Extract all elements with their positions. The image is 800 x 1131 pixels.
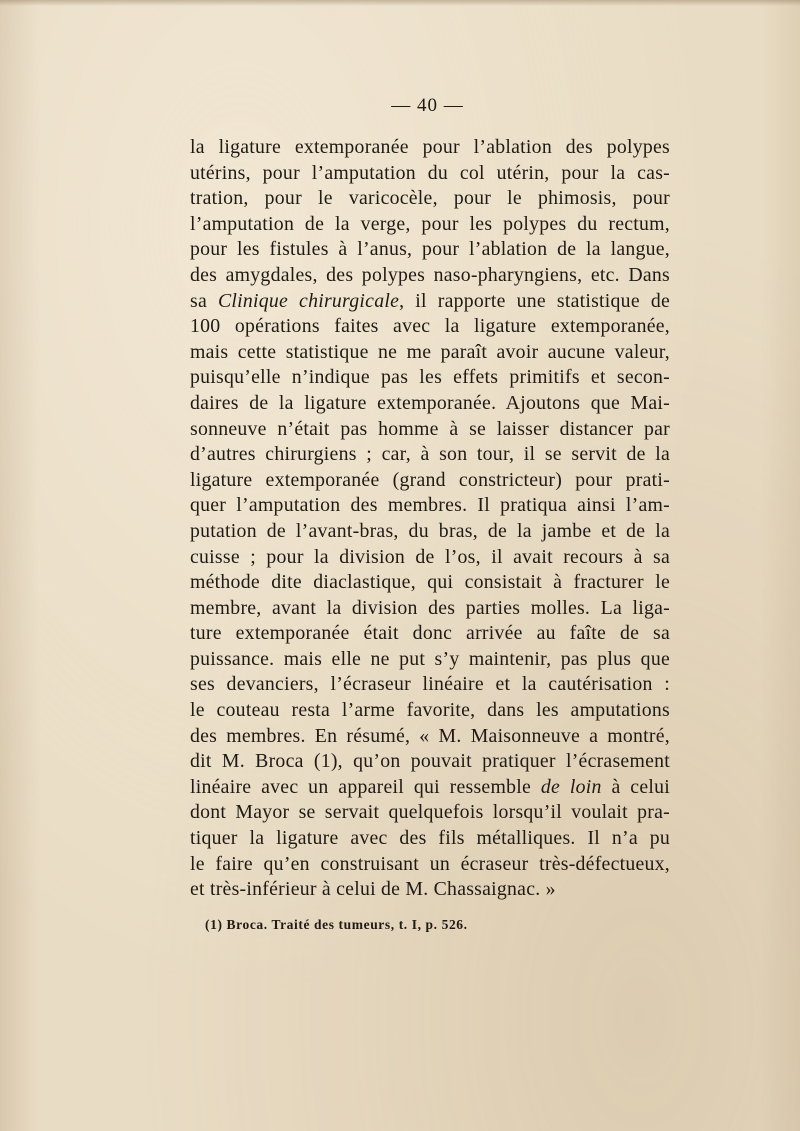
- text-fragment: à celui: [601, 775, 670, 798]
- text-line: ligature extemporanée (grand constricteur) pour prati-: [190, 468, 670, 491]
- text-line: quer l’amputation des membres. Il pratiqua ainsi l’am-: [190, 494, 670, 517]
- page-number: — 40 —: [391, 95, 464, 116]
- text-line: ture extemporanée était donc arrivée au faîte de sa: [190, 622, 670, 645]
- text-line: mais cette statistique ne me paraît avoir aucune valeur,: [190, 340, 670, 363]
- text-line: tiquer la ligature avec des fils métalliques. Il n’a pu: [190, 827, 670, 850]
- text-line: tration, pour le varicocèle, pour le phimosis, pour: [190, 187, 670, 210]
- text-line: puisqu’elle n’indique pas les effets primitifs et secon-: [190, 366, 670, 389]
- italic-title: de loin: [540, 775, 602, 798]
- text-line: utérins, pour l’amputation du col utérin, pour la cas-: [190, 161, 670, 184]
- text-fragment: sa: [190, 289, 218, 312]
- text-line: dit M. Broca (1), qu’on pouvait pratiquer l’écrasement: [190, 750, 670, 773]
- page-edge-shadow: [0, 0, 800, 6]
- text-fragment: , il rapporte une statistique de: [399, 289, 670, 312]
- text-line: puissance. mais elle ne put s’y maintenir, pas plus que: [190, 647, 670, 670]
- text-line: membre, avant la division des parties molles. La liga-: [190, 596, 670, 619]
- text-line: la ligature extemporanée pour l’ablation des polypes: [190, 136, 670, 158]
- text-line: [190, 775, 670, 801]
- text-line: putation de l’avant-bras, du bras, de la jambe et de la: [190, 519, 670, 542]
- text-line: pour les fistules à l’anus, pour l’ablation de la langue,: [190, 238, 670, 261]
- footnote: (1) Broca. Traité des tumeurs, t. I, p. 526.: [205, 917, 468, 932]
- text-line: le couteau resta l’arme favorite, dans les amputations: [190, 699, 670, 722]
- text-line: d’autres chirurgiens ; car, à son tour, il se servit de la: [190, 443, 670, 466]
- text-line: ses devanciers, l’écraseur linéaire et la cautérisation :: [190, 673, 670, 696]
- text-line: des membres. En résumé, « M. Maisonneuve a montré,: [190, 724, 670, 747]
- text-line: sonneuve n’était pas homme à se laisser distancer par: [190, 417, 670, 440]
- text-line: et très-inférieur à celui de M. Chassaignac. »: [190, 878, 556, 901]
- italic-title: Clinique chirurgicale: [217, 289, 400, 312]
- text-line: dont Mayor se servait quelquefois lorsqu’il voulait pra-: [190, 801, 670, 824]
- text-line: daires de la ligature extemporanée. Ajoutons que Mai-: [190, 391, 670, 414]
- text-fragment: linéaire avec un appareil qui ressemble: [190, 775, 541, 798]
- text-line: cuisse ; pour la division de l’os, il avait recours à sa: [190, 545, 670, 568]
- body-paragraph: [190, 135, 670, 903]
- text-line: l’amputation de la verge, pour les polypes du rectum,: [190, 212, 670, 235]
- text-line: des amygdales, des polypes naso-pharyngiens, etc. Dans: [190, 263, 670, 286]
- text-line: le faire qu’en construisant un écraseur très-défectueux,: [190, 852, 670, 875]
- text-line: [190, 289, 670, 315]
- text-line: méthode dite diaclastique, qui consistait à fracturer le: [190, 571, 670, 594]
- text-line: 100 opérations faites avec la ligature extemporanée,: [190, 315, 670, 338]
